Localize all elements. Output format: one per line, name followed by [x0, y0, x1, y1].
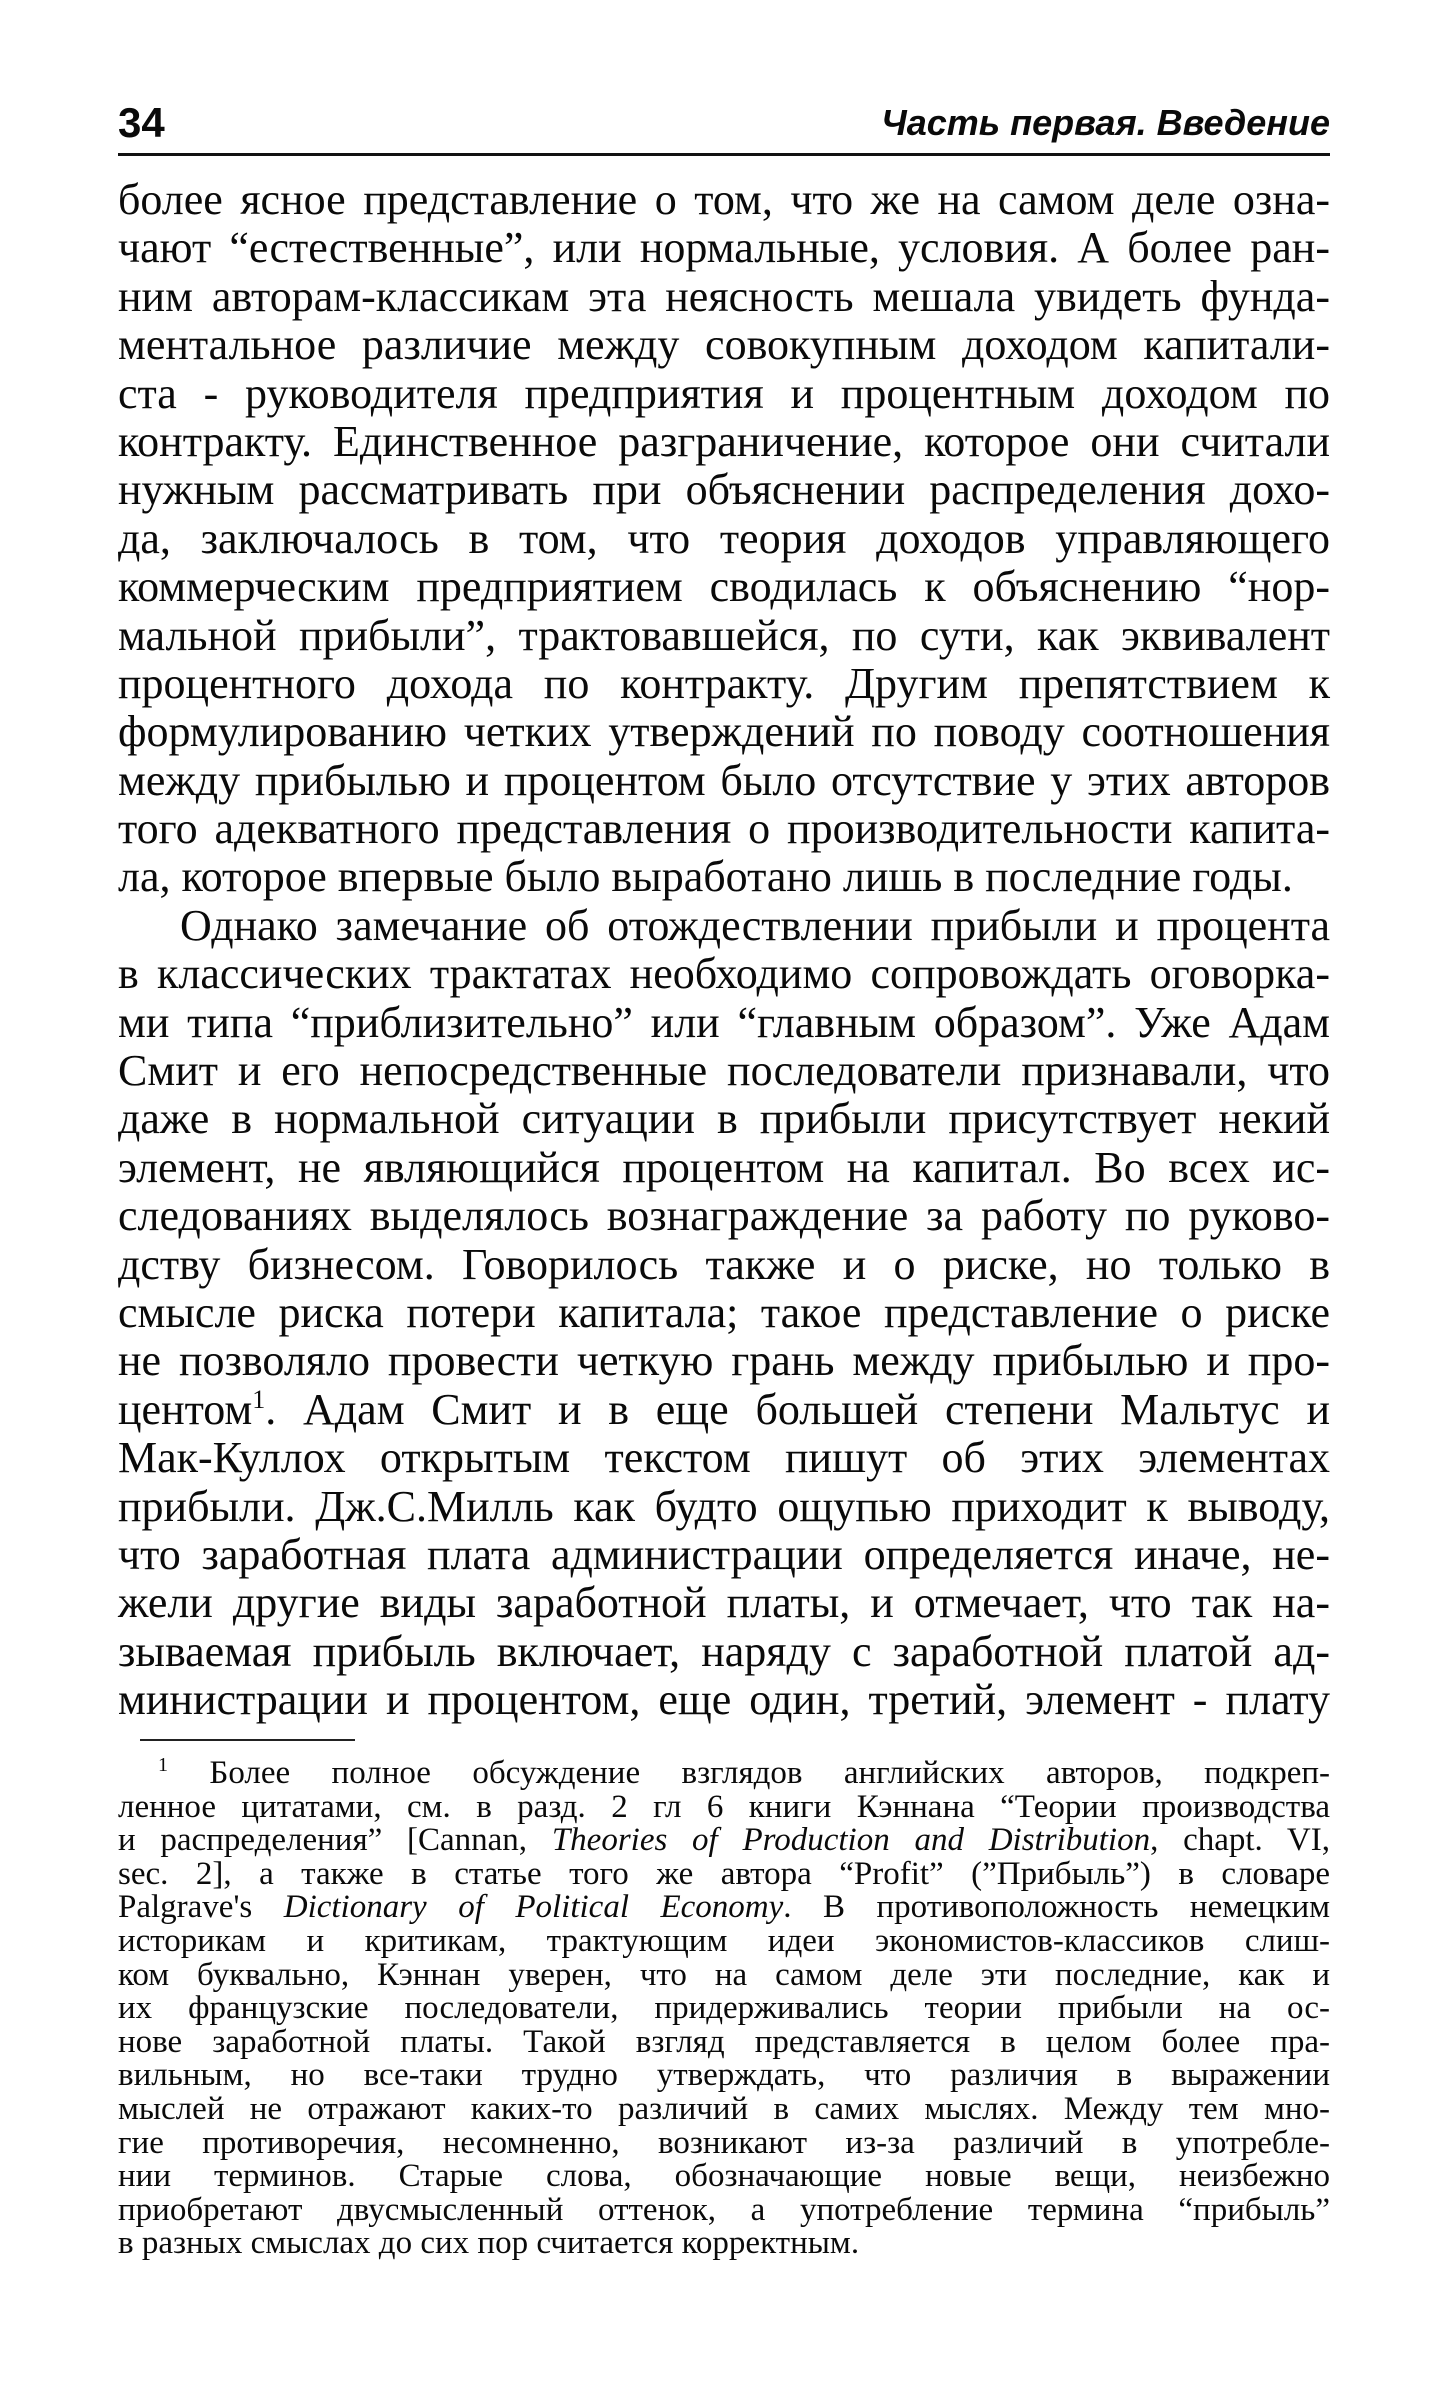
- text-line: [118, 1386, 1330, 1434]
- text-line: ним авторам-классикам эта неясность мешала увидеть фунда-: [118, 271, 1330, 321]
- footnote-marker: 1: [158, 1754, 168, 1776]
- footnote-line: $^1$ Более полное обсуждение взглядов английских авторов, подкреп-: [158, 1754, 1331, 1791]
- footnote-line: мыслей не отражают каких-то различий в самих мыслях. Между тем мно-: [118, 2090, 1330, 2127]
- footnote-line: гие противоречия, несомненно, возникают из-за различий в употребле-: [118, 2124, 1330, 2161]
- footnote-line: ленное цитатами, см. в разд. 2 гл 6 книги Кэннана “Теории производства: [118, 1788, 1330, 1825]
- footnote-line: Palgrave's Dictionary of Political Economy. В противоположность немецким: [118, 1889, 1330, 1926]
- text-line: Смит и его непосредственные последователи признавали, что: [118, 1046, 1330, 1096]
- text-line: между прибылью и процентом было отсутствие у этих авторов: [118, 755, 1330, 805]
- main-text: [118, 176, 1330, 1725]
- footnote: [118, 1754, 1331, 2262]
- text-line: прибыли. Дж.С.Милль как будто ощупью приходит к выводу,: [118, 1481, 1330, 1531]
- text-line: контракту. Единственное разграничение, которое они считали: [118, 416, 1330, 466]
- text-line: процентного дохода по контракту. Другим препятствием к: [118, 658, 1330, 708]
- text-line: ментальное различие между совокупным доходом капитали-: [118, 320, 1330, 370]
- text-line: что заработная плата администрации определяется иначе, не-: [118, 1529, 1330, 1579]
- text-line: жели другие виды заработной платы, и отмечает, что так на-: [118, 1578, 1330, 1628]
- text-line: ла, которое впервые было выработано лишь в последние годы.: [118, 852, 1293, 902]
- book-title: Theories of Production and Distribution: [551, 1822, 1151, 1859]
- text-line: элемент, не являющийся процентом на капитал. Во всех ис-: [118, 1142, 1330, 1192]
- text-line-end: . Адам Смит и в еще большей степени Мальтус и: [265, 1384, 1330, 1434]
- page-header: [118, 98, 1330, 154]
- text-line: ми типа “приблизительно” или “главным образом”. Уже Адам: [118, 997, 1330, 1047]
- footnote-line: историкам и критикам, трактующим идеи экономистов-классиков слиш-: [118, 1922, 1330, 1959]
- running-head: Часть первая. Введение: [881, 102, 1330, 143]
- page-number: 34: [118, 99, 165, 146]
- footnote-line: приобретают двусмысленный оттенок, а употребление термина “прибыль”: [118, 2191, 1330, 2228]
- text-line: формулированию четких утверждений по поводу соотношения: [118, 707, 1330, 757]
- footnote-line: и распределения” [Cannan, Theories of Production and Distribution, chapt. VI,: [118, 1822, 1331, 1859]
- text-line: более ясное представление о том, что же на самом деле озна-: [118, 175, 1330, 224]
- text-line: смысле риска потери капитала; такое представление о риске: [118, 1287, 1330, 1337]
- text-line: в классических трактатах необходимо сопровождать оговорка-: [118, 949, 1330, 999]
- footnote-line: их французские последователи, придерживались теории прибыли на ос-: [118, 1990, 1330, 2027]
- text-line: чают “естественные”, или нормальные, условия. А более ран-: [118, 223, 1330, 273]
- text-line: нужным рассматривать при объяснении распределения дохо-: [118, 465, 1330, 515]
- footnote-line: sec. 2], а также в статье того же автора “Profit” (”Прибыль”) в словаре: [118, 1855, 1330, 1892]
- text-line: Мак-Куллох открытым текстом пишут об этих элементах: [118, 1433, 1330, 1483]
- text-line: следованиях выделялось вознаграждение за работу по руково-: [118, 1191, 1330, 1241]
- text-line: Однако замечание об отождествлении прибыли и процента: [180, 900, 1330, 950]
- text-line: ста - руководителя предприятия и процентным доходом по: [118, 368, 1330, 418]
- text-line: министрации и процентом, еще один, третий, элемент - плату: [118, 1675, 1330, 1725]
- text-line: зываемая прибыль включает, наряду с заработной платой ад-: [118, 1626, 1330, 1676]
- text-line: того адекватного представления о производительности капита-: [118, 804, 1330, 854]
- book-title: Dictionary of Political Economy: [283, 1889, 784, 1926]
- text-line: да, заключалось в том, что теория доходов управляющего: [118, 513, 1330, 563]
- footnote-line: вильным, но все-таки трудно утверждать, что различия в выражении: [118, 2057, 1330, 2094]
- footnote-line: нии терминов. Старые слова, обозначающие новые вещи, неизбежно: [118, 2158, 1330, 2195]
- footnote-line: нове заработной платы. Такой взгляд представляется в целом более пра-: [118, 2023, 1330, 2060]
- footnote-line: в разных смыслах до сих пор считается корректным.: [118, 2225, 860, 2262]
- text-line: не позволяло провести четкую грань между прибылью и про-: [118, 1336, 1330, 1386]
- footnote-rule: [140, 1739, 355, 1741]
- text-line: мальной прибыли”, трактовавшейся, по сути, как эквивалент: [118, 610, 1330, 660]
- text-line: дству бизнесом. Говорилось также и о риске, но только в: [118, 1239, 1330, 1289]
- footnote-line: ком буквально, Кэннан уверен, что на самом деле эти последние, как и: [118, 1956, 1330, 1993]
- header-rule: [118, 153, 1330, 156]
- footnote-reference[interactable]: 1: [252, 1384, 266, 1414]
- text-line: даже в нормальной ситуации в прибыли присутствует некий: [118, 1094, 1330, 1144]
- text-line-start: центом: [118, 1384, 253, 1434]
- text-line: коммерческим предприятием сводилась к объяснению “нор-: [118, 562, 1330, 612]
